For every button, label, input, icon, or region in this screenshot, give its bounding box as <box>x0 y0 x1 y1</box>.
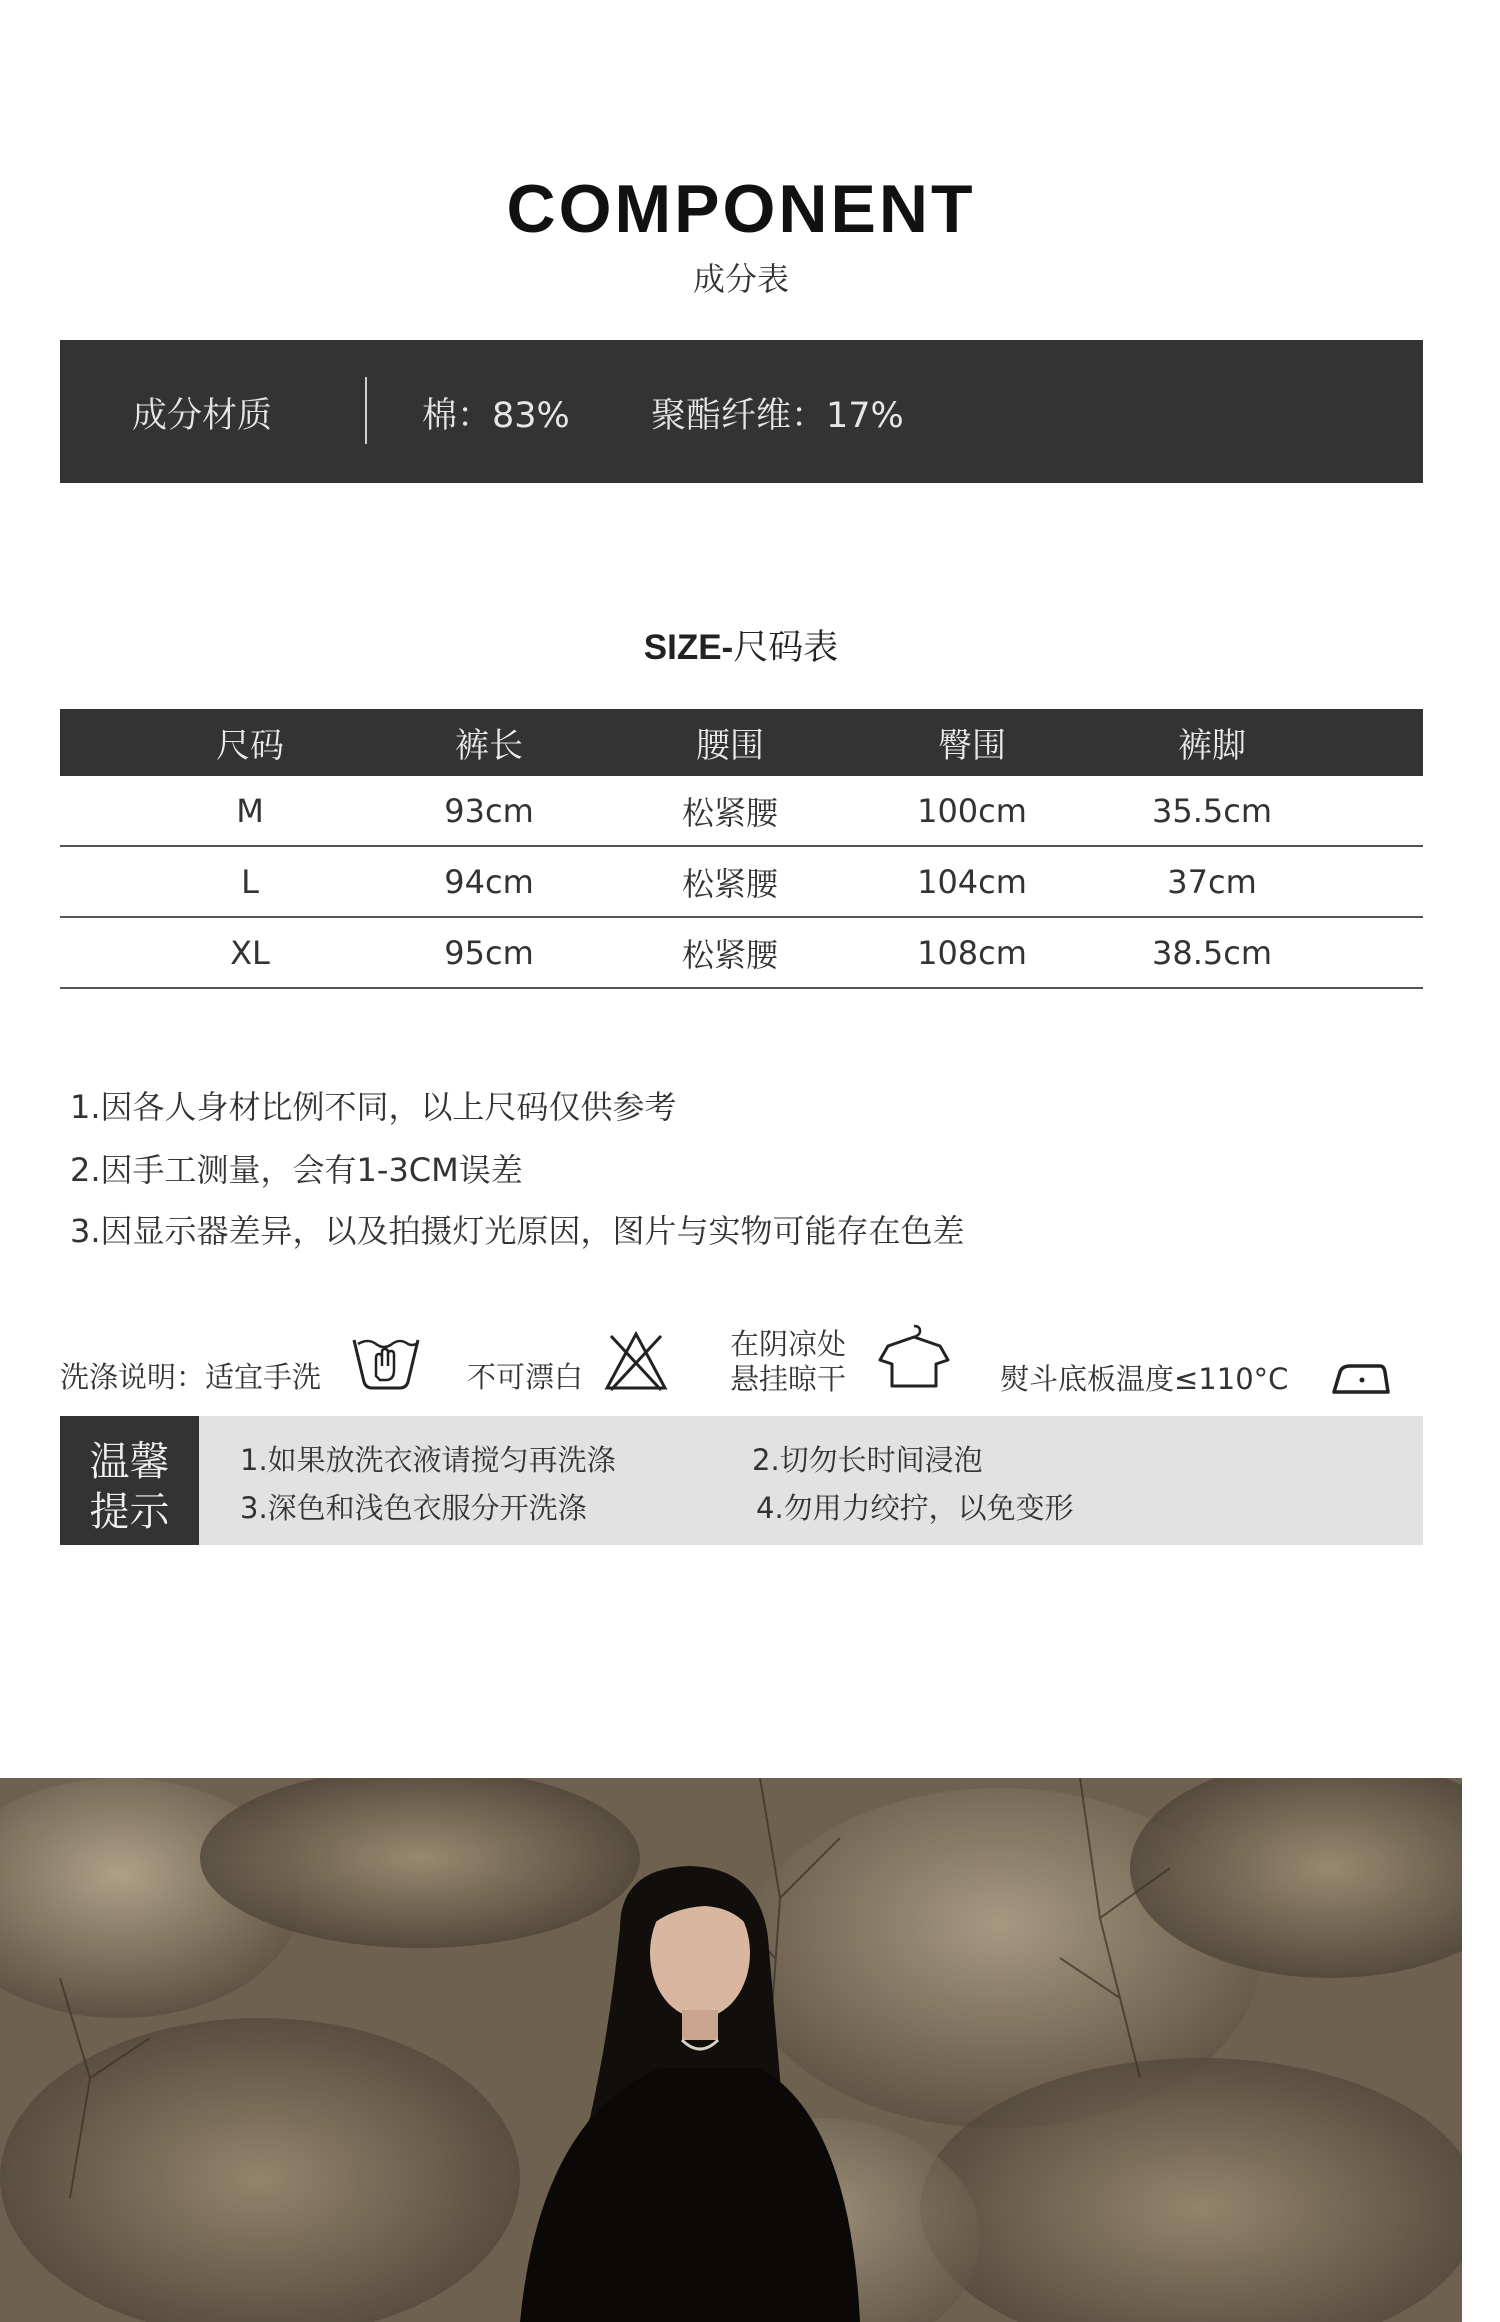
cell-hem: 37cm <box>1167 862 1257 901</box>
tip-item: 3.深色和浅色衣服分开洗涤 <box>240 1491 587 1525</box>
cell-waist: 松紧腰 <box>681 793 778 832</box>
note-item: 1.因各人身材比例不同，以上尺码仅供参考 <box>70 1088 677 1126</box>
no-bleach-label: 不可漂白 <box>467 1360 584 1394</box>
cell-size: L <box>241 862 259 901</box>
cell-hem: 35.5cm <box>1151 791 1272 830</box>
size-table-header <box>60 709 1423 776</box>
washing-label: 洗涤说明：适宜手洗 <box>60 1360 322 1394</box>
shade-dry-label-line2: 悬挂晾干 <box>730 1362 847 1396</box>
header-hem: 裤脚 <box>1178 726 1246 766</box>
composition-label: 成分材质 <box>132 396 273 436</box>
cell-hip: 104cm <box>917 862 1027 901</box>
size-table <box>60 709 1423 989</box>
header-length: 裤长 <box>455 726 523 766</box>
cell-hem: 38.5cm <box>1151 933 1272 972</box>
hand-wash-icon <box>350 1330 422 1392</box>
cell-hip: 108cm <box>917 933 1027 972</box>
tip-item: 2.切勿长时间浸泡 <box>752 1443 983 1477</box>
iron-temperature-label: 熨斗底板温度≤110°C <box>1000 1362 1289 1396</box>
note-item: 3.因显示器差异，以及拍摄灯光原因，图片与实物可能存在色差 <box>70 1212 965 1250</box>
table-row <box>60 918 1423 989</box>
tips-label-box <box>60 1416 199 1545</box>
header-waist: 腰围 <box>696 726 764 766</box>
tip-item: 4.勿用力绞拧，以免变形 <box>756 1491 1074 1525</box>
no-bleach-icon <box>603 1330 669 1392</box>
product-photo <box>0 1778 1462 2322</box>
cell-waist: 松紧腰 <box>681 935 778 974</box>
shade-dry-label-line1: 在阴凉处 <box>730 1327 847 1361</box>
note-item: 2.因手工测量，会有1-3CM误差 <box>70 1151 523 1189</box>
component-title: COMPONENT <box>506 171 976 247</box>
iron-icon <box>1330 1358 1390 1398</box>
cotton-percentage: 棉：83% <box>422 396 570 436</box>
size-title-bold: SIZE- <box>643 628 734 667</box>
photo-illustration <box>0 1778 1462 2322</box>
hang-dry-icon <box>878 1322 950 1390</box>
size-title-rest: 尺码表 <box>733 628 839 668</box>
tips-label-line1: 温馨 <box>89 1439 170 1485</box>
cell-length: 94cm <box>444 862 534 901</box>
header-size: 尺码 <box>216 726 284 766</box>
cell-waist: 松紧腰 <box>681 864 778 903</box>
composition-divider <box>365 377 367 444</box>
cell-size: XL <box>230 933 270 972</box>
cell-length: 95cm <box>444 933 534 972</box>
component-subtitle: 成分表 <box>692 260 789 298</box>
composition-bar <box>60 340 1423 483</box>
polyester-percentage: 聚酯纤维：17% <box>651 396 904 436</box>
tip-item: 1.如果放洗衣液请搅匀再洗涤 <box>240 1443 616 1477</box>
cell-size: M <box>236 791 264 830</box>
tips-label-line2: 提示 <box>89 1489 170 1535</box>
table-row <box>60 847 1423 918</box>
tips-box <box>60 1416 1423 1545</box>
size-chart-title <box>0 620 1482 670</box>
header-hip: 臀围 <box>938 726 1006 766</box>
cell-hip: 100cm <box>917 791 1027 830</box>
cell-length: 93cm <box>444 791 534 830</box>
table-row <box>60 776 1423 847</box>
